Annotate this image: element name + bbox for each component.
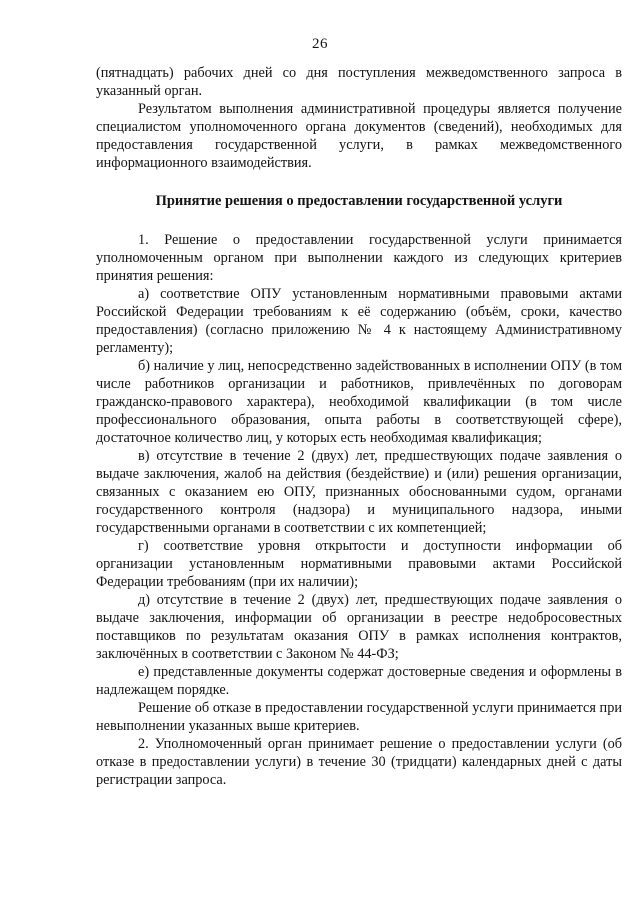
criterion-b: б) наличие у лиц, непосредственно задействованных в исполнении ОПУ (в том числе работников организации и работников, привлечённых по договорам гражданско-правового характера), необходимой квалификации (в том числе профессионального образования, опыта работы в соответствующей сфере), достаточное количество лиц, у которых есть необходимая квалификация; (96, 358, 622, 446)
criterion-a: а) соответствие ОПУ установленным нормативными правовыми актами Российской Федерации требованиям к её содержанию (объём, сроки, качество предоставления) (согласно приложению № 4 к настоящему Административному регламенту); (96, 286, 622, 356)
paragraph-decision-criteria: 1. Решение о предоставлении государственной услуги принимается уполномоченным органом при выполнении каждого из следующих критериев принятия решения: (96, 232, 622, 284)
criterion-v: в) отсутствие в течение 2 (двух) лет, предшествующих подаче заявления о выдаче заключения, жалоб на действия (бездействие) и (или) решения организации, связанных с оказанием ею ОПУ, признанных обоснованными судом, органами государственного контроля (надзора) и муниципального надзора, иными государственными органами в соответствии с их компетенцией; (96, 448, 622, 536)
criterion-e: е) представленные документы содержат достоверные сведения и оформлены в надлежащем порядке. (96, 664, 622, 698)
paragraph-refusal: Решение об отказе в предоставлении государственной услуги принимается при невыполнении указанных выше критериев. (96, 700, 622, 734)
criterion-g: г) соответствие уровня открытости и доступности информации об организации установленным нормативными правовыми актами Российской Федерации требованиям (при их наличии); (96, 538, 622, 590)
section-heading: Принятие решения о предоставлении государственной услуги (155, 193, 563, 209)
page-number: 26 (312, 36, 328, 52)
paragraph-continuation: (пятнадцать) рабочих дней со дня поступления межведомственного запроса в указанный орган. (96, 65, 622, 99)
document-body (96, 64, 622, 789)
paragraph-deadline: 2. Уполномоченный орган принимает решение о предоставлении услуги (об отказе в предоставлении услуги) в течение 30 (тридцати) календарных дней с даты регистрации запроса. (96, 736, 622, 788)
paragraph-result: Результатом выполнения административной процедуры является получение специалистом уполномоченного органа документов (сведений), необходимых для предоставления государственной услуги, в рамках межведомственного информационного взаимодействия. (96, 101, 622, 171)
criterion-d: д) отсутствие в течение 2 (двух) лет, предшествующих подаче заявления о выдаче заключения, информации об организации в реестре недобросовестных поставщиков по результатам оказания ОПУ в рамках исполнения контрактов, заключённых в соответствии с Законом № 44-ФЗ; (96, 592, 622, 662)
